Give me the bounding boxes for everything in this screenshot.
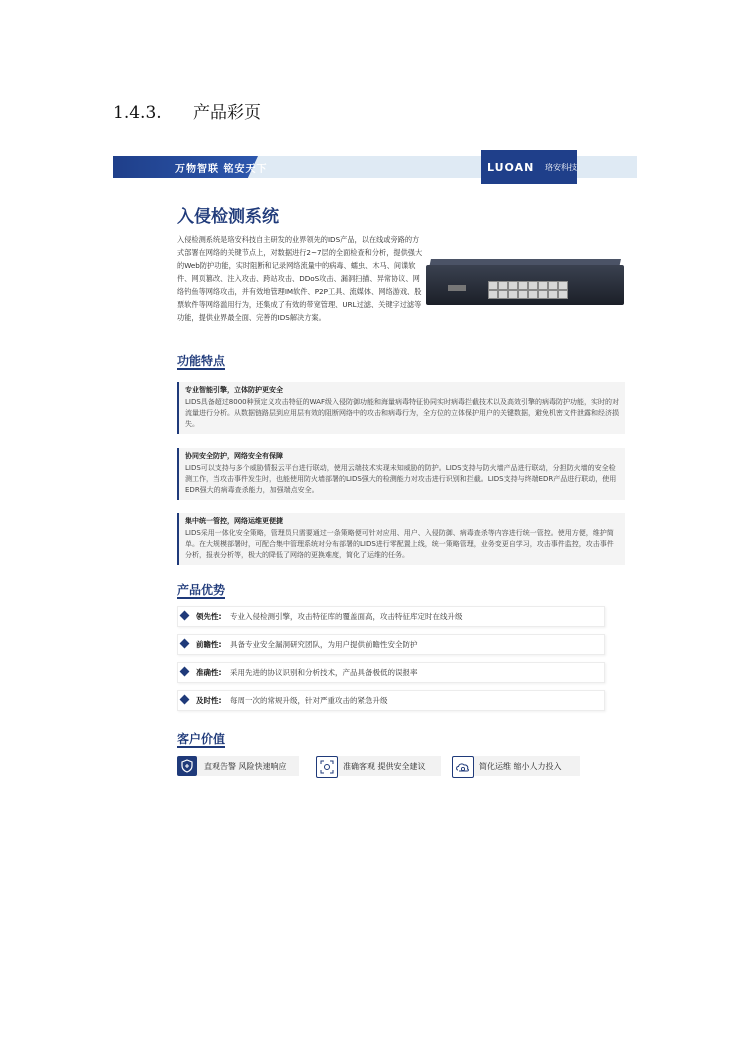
diamond-bullet-icon bbox=[180, 667, 190, 677]
feature-card bbox=[177, 513, 625, 565]
advantage-label: 准确性: bbox=[196, 668, 222, 677]
logo-chinese: 珞安科技 bbox=[545, 163, 577, 172]
value-text: 准确客观 提供安全建议 bbox=[343, 762, 426, 771]
advantage-text: 具备专业安全漏洞研究团队，为用户提供前瞻性安全防护 bbox=[230, 640, 418, 649]
slogan-text: 万物智联 铭安天下 bbox=[175, 164, 268, 175]
section-heading bbox=[113, 98, 261, 123]
advantage-item bbox=[177, 690, 605, 711]
brochure-banner bbox=[113, 156, 637, 178]
advantage-item bbox=[177, 662, 605, 683]
advantage-text: 采用先进的协议识别和分析技术，产品具备极低的误报率 bbox=[230, 668, 418, 677]
logo-english: LUOAN bbox=[487, 161, 535, 174]
value-text: 直观告警 风险快速响应 bbox=[204, 762, 287, 771]
advantage-label: 及时性: bbox=[196, 696, 222, 705]
product-intro: 入侵检测系统是珞安科技自主研发的业界领先的IDS产品，以在线或旁路的方式部署在网络的关键节点上，对数据进行2~7层的全面检查和分析，提供强大的Web防护功能，实时阻断和记录网络流量中的病毒、蠕虫、木马、间谍软件、网页篡改、注入攻击、跨站攻击、DDoS攻击、漏洞扫描、异常协议、网络钓鱼等网络攻击，并有效地管理IM软件、P2P工具、流媒体、网络游戏、股票软件等网络滥用行为，还集成了有效的带宽管理、URL过滤、关键字过滤等功能，提供业界最全面、完善的IDS解决方案。 bbox=[177, 235, 423, 322]
feature-desc: LIDS可以支持与多个威胁情报云平台进行联动，使用云端技术实现未知威胁的防护。LIDS支持与防火墙产品进行联动，分担防火墙的安全检测工作，当攻击事件发生时，也能使用防火墙部署的LIDS强大的检测能力对攻击进行识别和拦截。LIDS支持与终端EDR产品进行联动，使用EDR强大的病毒查杀能力，加强端点安全。 bbox=[185, 464, 617, 494]
advantage-label: 前瞻性: bbox=[196, 640, 222, 649]
features-heading-text: 功能特点 bbox=[177, 354, 226, 368]
feature-desc: LIDS采用一体化安全策略，管理员只需要通过一条策略便可针对应用、用户、入侵防御、病毒查杀等内容进行统一管控。使用方便，维护简单。在大规模部署时，可配合集中管理系统对分布部署的LIDS进行零配置上线，统一策略管理，业务变更自学习，攻击事件监控，攻击事件分析，报表分析等，极大的降低了网络的更换难度，简化了运维的任务。 bbox=[185, 529, 614, 559]
advantage-text: 每周一次的常规升级，针对严重攻击的紧急升级 bbox=[230, 696, 388, 705]
product-brochure bbox=[113, 156, 637, 776]
value-text: 简化运维 缩小人力投入 bbox=[479, 762, 562, 771]
feature-title: 集中统一管控，网络运维更便捷 bbox=[185, 517, 283, 525]
product-title: 入侵检测系统 bbox=[177, 207, 279, 227]
advantage-label: 领先性: bbox=[196, 612, 222, 621]
advantages-heading bbox=[177, 581, 225, 598]
feature-card bbox=[177, 382, 625, 434]
values-heading bbox=[177, 730, 225, 747]
feature-card bbox=[177, 448, 625, 500]
advantage-item bbox=[177, 634, 605, 655]
company-logo bbox=[481, 150, 577, 184]
shield-icon bbox=[177, 756, 197, 776]
advantage-item bbox=[177, 606, 605, 627]
diamond-bullet-icon bbox=[180, 611, 190, 621]
section-title: 产品彩页 bbox=[193, 103, 261, 123]
target-icon bbox=[316, 756, 338, 778]
values-heading-text: 客户价值 bbox=[177, 732, 226, 746]
feature-desc: LIDS具备超过8000种预定义攻击特征的WAF级入侵防御功能和海量病毒特征协同实时病毒拦截技术以及高效引擎的病毒防护功能，实时的对流量进行分析。从数据链路层到应用层有效的阻断网络中的攻击和病毒行为，全方位的立体保护用户的关键数据，避免机密文件泄露和经济损失。 bbox=[185, 398, 619, 428]
feature-title: 协同安全防护，网络安全有保障 bbox=[185, 452, 283, 460]
diamond-bullet-icon bbox=[180, 695, 190, 705]
device-image bbox=[426, 259, 626, 311]
features-heading bbox=[177, 352, 225, 369]
value-item bbox=[177, 756, 299, 776]
advantages-heading-text: 产品优势 bbox=[177, 583, 226, 597]
advantage-text: 专业入侵检测引擎，攻击特征库的覆盖面高，攻击特征库定时在线升级 bbox=[230, 612, 463, 621]
feature-title: 专业智能引擎，立体防护更安全 bbox=[185, 386, 283, 394]
value-item bbox=[452, 756, 580, 776]
value-item bbox=[316, 756, 441, 776]
section-number: 1.4.3. bbox=[113, 103, 162, 123]
cloud-gear-icon bbox=[452, 756, 474, 778]
diamond-bullet-icon bbox=[180, 639, 190, 649]
